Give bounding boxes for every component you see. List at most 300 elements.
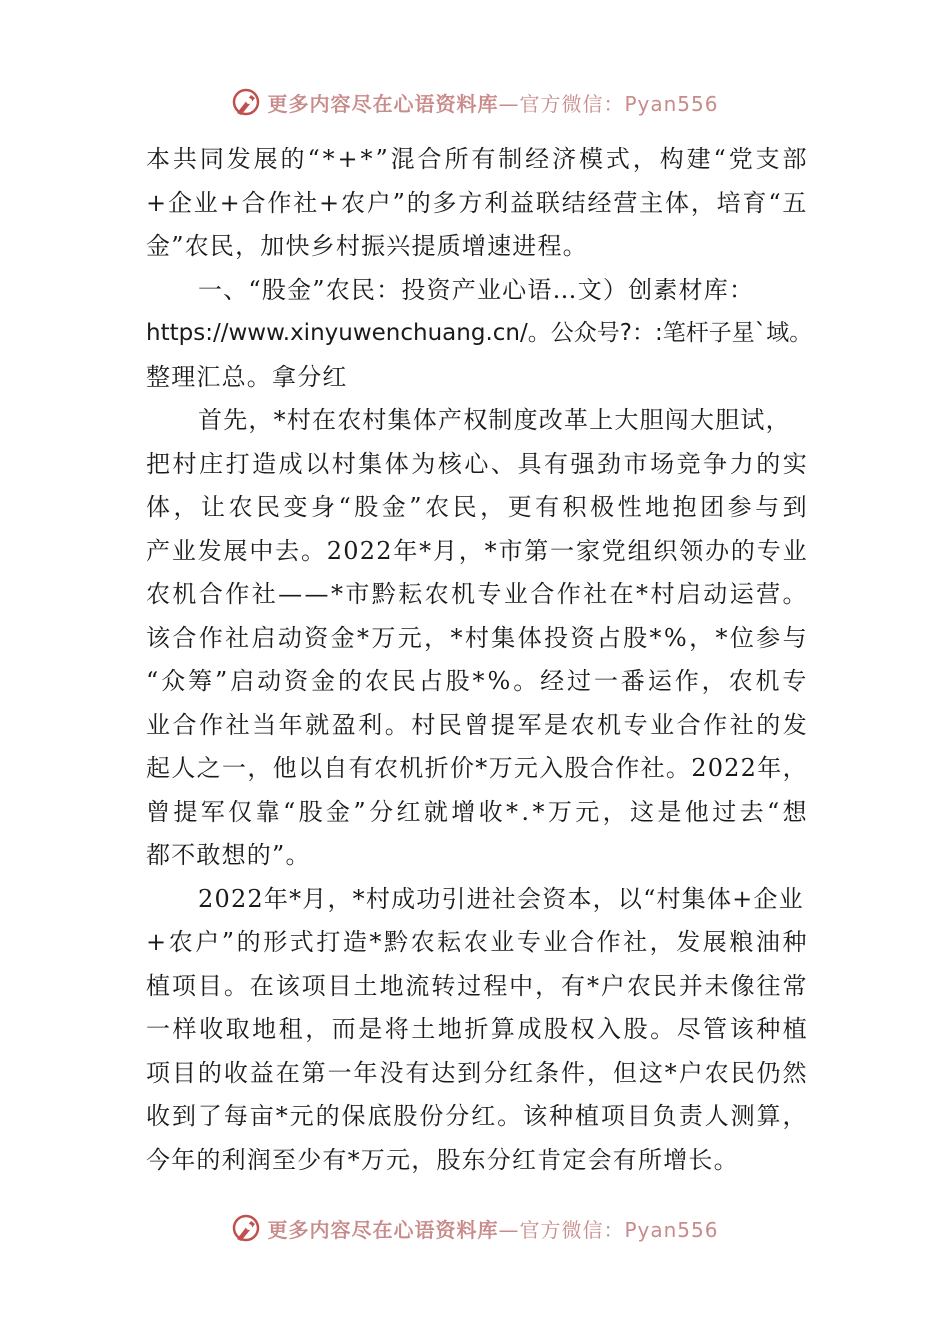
- glyph: 股: [298, 797, 324, 826]
- text-line: [146, 138, 808, 182]
- glyph: 筹: [188, 667, 214, 695]
- glyph: 成: [278, 449, 304, 478]
- glyph: 核: [437, 449, 464, 478]
- glyph: 的: [197, 1058, 224, 1087]
- glyph: *: [330, 580, 345, 608]
- glyph: 民: [730, 1058, 756, 1087]
- banner-text-bold: 更多内容尽在心语资料库: [267, 91, 499, 116]
- glyph: 去: [275, 536, 301, 565]
- glyph: 植: [782, 1015, 808, 1043]
- glyph: 育: [742, 188, 768, 217]
- glyph: 农: [228, 493, 254, 521]
- glyph: 、: [490, 449, 517, 478]
- glyph: 过: [457, 971, 483, 1000]
- glyph: 发: [782, 710, 808, 739]
- glyph: 分: [369, 797, 395, 826]
- glyph: 变: [283, 493, 309, 521]
- glyph: 业: [171, 536, 198, 565]
- glyph: 社: [293, 188, 319, 217]
- glyph: 是: [358, 1015, 384, 1043]
- glyph: 管: [703, 1015, 729, 1043]
- glyph: %: [487, 667, 512, 695]
- glyph: 一: [221, 754, 248, 782]
- glyph: 部: [782, 145, 808, 173]
- glyph: 农: [424, 580, 450, 608]
- glyph: 他: [272, 754, 298, 782]
- glyph: 该: [729, 1015, 755, 1043]
- glyph: 将: [384, 1015, 410, 1043]
- glyph: 合: [589, 754, 616, 782]
- glyph: 到: [171, 1102, 198, 1130]
- glyph: 体: [146, 493, 172, 521]
- glyph: 的: [730, 536, 757, 565]
- glyph: 红: [471, 1102, 497, 1130]
- glyph: 的: [756, 710, 782, 739]
- glyph: 没: [379, 1058, 405, 1087]
- glyph: 结: [561, 188, 587, 217]
- glyph: 该: [523, 1102, 549, 1130]
- glyph: 众: [161, 667, 187, 695]
- glyph: 。: [223, 971, 250, 1000]
- glyph: 农: [463, 928, 489, 956]
- glyph: 庄: [199, 449, 225, 478]
- glyph: *: [586, 971, 601, 1000]
- glyph: ”: [375, 145, 389, 173]
- glyph: 折: [464, 1015, 490, 1043]
- glyph: 股: [445, 667, 471, 695]
- glyph: 造: [342, 928, 369, 956]
- glyph: 作: [596, 928, 622, 956]
- glyph: *: [649, 623, 663, 652]
- glyph: 作: [703, 710, 729, 739]
- glyph: 合: [569, 928, 596, 956]
- glyph: 负: [652, 1102, 678, 1130]
- text-line: 整理汇总。拿分红: [146, 362, 348, 391]
- glyph: 社: [225, 710, 251, 739]
- text-line: [146, 1008, 808, 1052]
- glyph: 企: [167, 188, 194, 217]
- glyph: 项: [600, 1102, 627, 1130]
- glyph: 强: [570, 449, 596, 478]
- glyph: 农: [728, 667, 754, 695]
- glyph: 而: [331, 1015, 357, 1043]
- glyph: 地: [645, 493, 671, 521]
- glyph: 股: [564, 754, 590, 782]
- glyph: ，: [480, 493, 506, 521]
- glyph: 式: [289, 928, 315, 956]
- glyph: 植: [146, 971, 172, 1000]
- glyph: 目: [626, 1102, 653, 1130]
- glyph: ，: [782, 754, 808, 782]
- glyph: 是: [543, 710, 570, 739]
- glyph: 一: [593, 667, 620, 695]
- glyph: ，: [701, 667, 727, 695]
- glyph: 条: [535, 1058, 561, 1087]
- glyph: 劲: [597, 449, 623, 478]
- glyph: 农: [570, 710, 596, 739]
- glyph: 作: [225, 580, 251, 608]
- glyph: 益: [249, 1058, 275, 1087]
- glyph: 股: [354, 493, 380, 521]
- glyph: 作: [556, 580, 582, 608]
- glyph: 当: [252, 710, 278, 739]
- glyph: 的: [315, 1102, 341, 1130]
- glyph: 模: [578, 145, 605, 173]
- glyph: 年: [757, 754, 783, 782]
- glyph: 合: [172, 710, 198, 739]
- glyph: 营: [756, 580, 782, 608]
- glyph: 然: [782, 1058, 808, 1087]
- glyph: 益: [510, 188, 536, 217]
- glyph: 利: [484, 188, 510, 217]
- glyph: 他: [684, 797, 710, 826]
- glyph: —: [278, 580, 304, 608]
- glyph: 合: [676, 710, 702, 739]
- glyph: 争: [703, 449, 729, 478]
- glyph: “: [768, 188, 782, 217]
- text-line: [146, 182, 808, 226]
- text-line: https://www.xinyuwenchuang.cn/。公众号?：:笔杆子星`域。: [146, 320, 813, 346]
- glyph: 业: [193, 188, 219, 217]
- glyph: 机: [597, 710, 623, 739]
- banner-text: [267, 88, 718, 117]
- glyph: 展: [253, 145, 279, 173]
- glyph: 组: [627, 536, 653, 565]
- glyph: 入: [597, 1015, 623, 1043]
- glyph: *: [369, 928, 383, 956]
- glyph: 有: [471, 145, 497, 173]
- glyph: 打: [316, 928, 342, 956]
- glyph: 联: [535, 188, 562, 217]
- glyph: 专: [756, 536, 782, 565]
- glyph: 金: [326, 797, 352, 826]
- glyph: 以: [297, 754, 324, 782]
- glyph: 构: [659, 145, 685, 173]
- glyph: 元: [289, 1102, 315, 1130]
- glyph: 股: [623, 1015, 649, 1043]
- glyph: ，: [247, 754, 273, 782]
- glyph: 与: [755, 493, 781, 521]
- glyph: 市: [623, 449, 649, 478]
- glyph: 场: [650, 449, 676, 478]
- glyph: 培: [716, 188, 742, 217]
- glyph: 农: [373, 754, 400, 782]
- glyph: 党: [601, 536, 627, 565]
- glyph: 农: [340, 188, 367, 217]
- glyph: 动: [277, 623, 304, 652]
- glyph: 有: [561, 971, 587, 1000]
- glyph: 到: [457, 1058, 483, 1087]
- glyph: 动: [257, 667, 283, 695]
- text-line: 都不敢想的”。: [146, 841, 311, 869]
- glyph: 自: [323, 754, 349, 782]
- glyph: 目: [171, 1058, 198, 1087]
- glyph: 军: [200, 797, 226, 826]
- glyph: 的: [406, 188, 432, 217]
- glyph: 金: [311, 667, 337, 695]
- glyph: 想: [782, 797, 808, 826]
- glyph: 机: [399, 754, 425, 782]
- glyph: 土: [353, 971, 379, 1000]
- glyph: 为: [411, 449, 437, 478]
- glyph: 竞: [676, 449, 702, 478]
- text-line: [146, 791, 808, 835]
- glyph: 未: [704, 971, 730, 1000]
- glyph: +: [146, 188, 168, 217]
- glyph: 件: [561, 1058, 587, 1087]
- glyph: *: [715, 623, 729, 652]
- glyph: 一: [146, 1015, 172, 1043]
- glyph: 专: [516, 928, 543, 956]
- glyph: 参: [727, 493, 753, 521]
- text-line: [146, 443, 808, 487]
- glyph: 年: [393, 536, 419, 565]
- glyph: 合: [198, 580, 225, 608]
- glyph: +: [337, 145, 359, 173]
- glyph: 式: [605, 145, 632, 173]
- glyph: 动: [703, 580, 729, 608]
- glyph: 启: [251, 623, 277, 652]
- glyph: 性: [617, 493, 643, 521]
- glyph: 多: [432, 188, 458, 217]
- glyph: +: [219, 188, 241, 217]
- glyph: 党: [728, 145, 754, 173]
- glyph: 民: [391, 667, 417, 695]
- glyph: 该: [275, 971, 301, 1000]
- glyph: 年: [278, 710, 304, 739]
- glyph: 一: [550, 536, 576, 565]
- banner-text: [267, 1214, 718, 1243]
- glyph: 方: [458, 188, 484, 217]
- glyph: 。: [650, 1015, 676, 1043]
- glyph: 办: [705, 536, 731, 565]
- glyph: 主: [639, 188, 665, 217]
- glyph: 把: [146, 449, 172, 478]
- glyph: 2022: [691, 754, 758, 782]
- glyph: 收: [146, 1102, 172, 1130]
- banner-text-rest: —官方微信：Pyan556: [498, 91, 719, 116]
- glyph: 资: [304, 623, 330, 652]
- glyph: 了: [197, 1102, 224, 1130]
- glyph: 尽: [676, 1015, 702, 1043]
- pen-circle-logo-icon: [231, 87, 261, 117]
- glyph: 作: [267, 188, 293, 217]
- glyph: 农: [626, 971, 653, 1000]
- glyph: 占: [596, 623, 622, 652]
- glyph: ，: [173, 493, 199, 521]
- glyph: 济: [552, 145, 578, 173]
- glyph: 底: [367, 1102, 393, 1130]
- glyph: 红: [396, 797, 422, 826]
- glyph: 集: [358, 449, 384, 478]
- glyph: 极: [590, 493, 616, 521]
- glyph: ”: [392, 188, 407, 217]
- glyph: 的: [337, 667, 364, 695]
- glyph: 的: [756, 449, 782, 478]
- glyph: 粮: [729, 928, 755, 956]
- glyph: 一: [327, 1058, 353, 1087]
- glyph: 作: [615, 754, 641, 782]
- text-line: [146, 660, 808, 704]
- text-line: [146, 530, 808, 574]
- glyph: 产: [146, 536, 172, 565]
- glyph: 股: [543, 1015, 570, 1043]
- glyph: “: [146, 667, 160, 695]
- glyph: 仅: [228, 797, 254, 826]
- glyph: 在: [249, 971, 275, 1000]
- glyph: 体: [517, 623, 543, 652]
- glyph: 种: [756, 1015, 782, 1043]
- glyph: *: [360, 145, 374, 173]
- glyph: 所: [444, 145, 470, 173]
- glyph: 家: [575, 536, 602, 565]
- glyph: 合: [530, 580, 556, 608]
- glyph: 资: [570, 623, 596, 652]
- banner-text-bold: 更多内容尽在心语资料库: [267, 1217, 499, 1242]
- glyph: 元: [513, 754, 540, 782]
- glyph: 有: [348, 754, 374, 782]
- glyph: 村: [650, 580, 676, 608]
- glyph: *: [322, 145, 336, 173]
- glyph: 民: [256, 493, 282, 521]
- glyph: *: [472, 667, 486, 695]
- glyph: 共: [172, 145, 199, 173]
- glyph: 。: [384, 710, 410, 739]
- glyph: 农: [146, 580, 172, 608]
- glyph: 份: [419, 1102, 445, 1130]
- glyph: 靠: [255, 797, 281, 826]
- glyph: 织: [653, 536, 679, 565]
- glyph: 植: [574, 1102, 601, 1130]
- glyph: 村: [172, 449, 198, 478]
- glyph: 收: [199, 1015, 225, 1043]
- text-line: [146, 1095, 808, 1139]
- glyph: 万: [371, 623, 397, 652]
- text-line: [146, 704, 808, 748]
- glyph: 入: [539, 754, 565, 782]
- document-body: [146, 138, 813, 1182]
- glyph: 发: [226, 145, 252, 173]
- glyph: 黔: [371, 580, 397, 608]
- glyph: 地: [437, 1015, 464, 1043]
- glyph: 算: [490, 1015, 517, 1043]
- glyph: 占: [418, 667, 444, 695]
- glyph: 同: [199, 145, 226, 173]
- glyph: 地: [379, 971, 405, 1000]
- glyph: 农: [425, 493, 451, 521]
- glyph: 投: [544, 623, 570, 652]
- glyph: 军: [517, 710, 543, 739]
- glyph: 领: [679, 536, 705, 565]
- glyph: +: [319, 188, 341, 217]
- glyph: 第: [524, 536, 550, 565]
- glyph: *: [275, 1102, 289, 1130]
- glyph: 第: [301, 1058, 327, 1087]
- glyph: 位: [729, 623, 756, 652]
- glyph: 元: [575, 797, 601, 826]
- section-heading: 一、“股金”农民：投资产业心语…文）创素材库：: [198, 275, 755, 304]
- glyph: 2022: [326, 536, 393, 565]
- glyph: 耘: [437, 928, 463, 956]
- glyph: ”: [353, 797, 367, 826]
- glyph: ，: [586, 1058, 613, 1087]
- glyph: 户: [600, 971, 627, 1000]
- glyph: 业: [650, 710, 676, 739]
- glyph: 像: [730, 971, 756, 1000]
- glyph: %: [663, 623, 688, 652]
- glyph: 户: [678, 1058, 704, 1087]
- glyph: 市: [498, 536, 524, 565]
- glyph: 村: [331, 449, 357, 478]
- glyph: 造: [252, 449, 278, 478]
- glyph: 折: [424, 754, 450, 782]
- glyph: *: [506, 797, 520, 826]
- pen-circle-logo-icon: [231, 1213, 261, 1243]
- glyph: 种: [549, 1102, 575, 1130]
- glyph: *: [532, 797, 546, 826]
- glyph: 社: [225, 623, 251, 652]
- glyph: 就: [305, 710, 331, 739]
- glyph: *: [664, 1058, 678, 1087]
- glyph: 去: [739, 797, 765, 826]
- glyph: 体: [384, 449, 410, 478]
- glyph: 农: [410, 928, 436, 956]
- glyph: 制: [498, 145, 524, 173]
- glyph: 抱: [672, 493, 698, 521]
- glyph: 算: [756, 1102, 782, 1130]
- header-banner: [0, 80, 950, 124]
- glyph: 建: [686, 145, 712, 173]
- glyph: 曾: [146, 797, 172, 826]
- glyph: 。: [497, 1102, 523, 1130]
- glyph: ”: [409, 493, 423, 521]
- glyph: 收: [478, 797, 504, 826]
- glyph: 万: [488, 754, 514, 782]
- glyph: “: [282, 797, 297, 826]
- glyph: 参: [756, 623, 782, 652]
- glyph: 转: [431, 971, 457, 1000]
- glyph: 的: [280, 145, 306, 173]
- glyph: 金: [381, 493, 407, 521]
- glyph: 农: [704, 1058, 730, 1087]
- glyph: 中: [509, 971, 535, 1000]
- glyph: 在: [609, 580, 635, 608]
- glyph: 仍: [756, 1058, 782, 1087]
- glyph: 社: [640, 754, 666, 782]
- glyph: *: [419, 536, 433, 565]
- glyph: 油: [755, 928, 782, 956]
- glyph: 民: [652, 971, 678, 1000]
- glyph: 积: [562, 493, 588, 521]
- glyph: ，: [305, 1015, 331, 1043]
- glyph: 人: [704, 1102, 730, 1130]
- glyph: 运: [729, 580, 755, 608]
- glyph: 就: [423, 797, 450, 826]
- glyph: 在: [275, 1058, 301, 1087]
- glyph: 业: [503, 580, 530, 608]
- glyph: 这: [638, 1058, 665, 1087]
- glyph: 团: [700, 493, 726, 521]
- glyph: 收: [223, 1058, 250, 1087]
- glyph: 成: [517, 1015, 543, 1043]
- glyph: 目: [327, 971, 353, 1000]
- glyph: 心: [464, 449, 490, 478]
- glyph: 业: [782, 536, 808, 565]
- glyph: 增: [451, 797, 477, 826]
- glyph: 番: [620, 667, 647, 695]
- glyph: 曾: [464, 710, 490, 739]
- glyph: 耘: [398, 580, 424, 608]
